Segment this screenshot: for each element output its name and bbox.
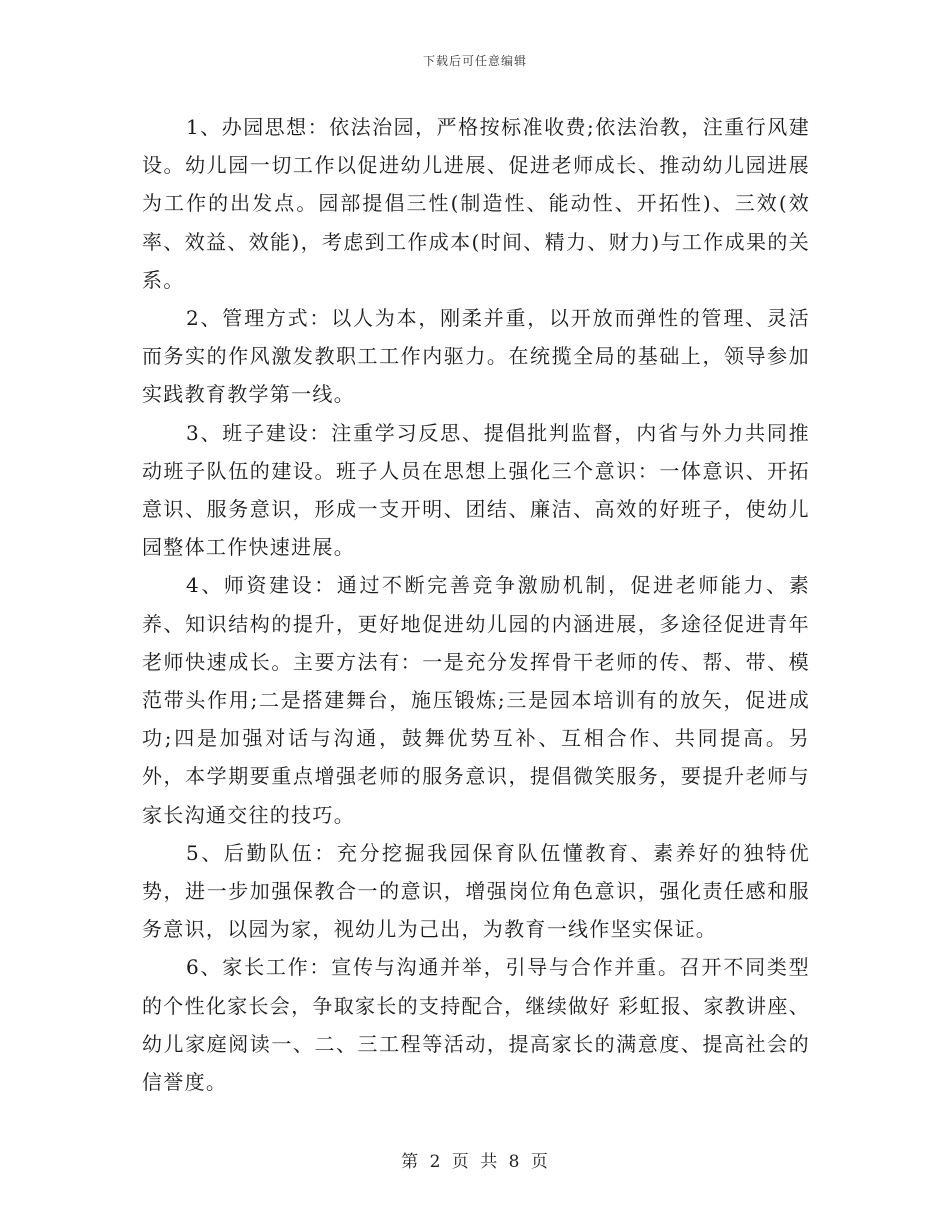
paragraph-2-management-style: 2、管理方式：以人为本，刚柔并重，以开放而弹性的管理、灵活而务实的作风激发教职工工作内驱力。在统揽全局的基础上，领导参加实践教育教学第一线。 [142, 306, 810, 407]
page-number-footer: 第 2 页 共 8 页 [401, 1152, 549, 1172]
document-body [142, 108, 810, 1101]
paragraph-5-support-staff: 5、后勤队伍：充分挖掘我园保育队伍懂教育、素养好的独特优势，进一步加强保教合一的意识，增强岗位角色意识，强化责任感和服务意识，以园为家，视幼儿为己出，为教育一线作坚实保证。 [142, 840, 810, 942]
paragraph-4-teacher-development: 4、师资建设：通过不断完善竞争激励机制，促进老师能力、素养、知识结构的提升，更好地促进幼儿园的内涵进展，多途径促进青年老师快速成长。主要方法有：一是充分发挥骨干老师的传、帮、带、模范带头作用;二是搭建舞台，施压锻炼;三是园本培训有的放矢，促进成功;四是加强对话与沟通，鼓舞优势互补、互相合作、共同提高。另外，本学期要重点增强老师的服务意识，提倡微笑服务，要提升老师与家长沟通交往的技巧。 [142, 573, 810, 827]
paragraph-3-leadership-team: 3、班子建设：注重学习反思、提倡批判监督，内省与外力共同推动班子队伍的建设。班子人员在思想上强化三个意识：一体意识、开拓意识、服务意识，形成一支开明、团结、廉洁、高效的好班子，使幼儿园整体工作快速进展。 [142, 420, 810, 560]
page-header: 下载后可任意编辑 [422, 54, 527, 68]
paragraph-6-parent-work: 6、家长工作：宣传与沟通并举，引导与合作并重。召开不同类型的个性化家长会，争取家长的支持配合，继续做好 彩虹报、家教讲座、幼儿家庭阅读一、二、三工程等活动，提高家长的满意度、提高社会的信誉度。 [142, 955, 810, 1095]
paragraph-1-school-philosophy: 1、办园思想：依法治园，严格按标准收费;依法治教，注重行风建设。幼儿园一切工作以促进幼儿进展、促进老师成长、推动幼儿园进展为工作的出发点。园部提倡三性(制造性、能动性、开拓性)、三效(效率、效益、效能)，考虑到工作成本(时间、精力、财力)与工作成果的关系。 [142, 115, 810, 292]
